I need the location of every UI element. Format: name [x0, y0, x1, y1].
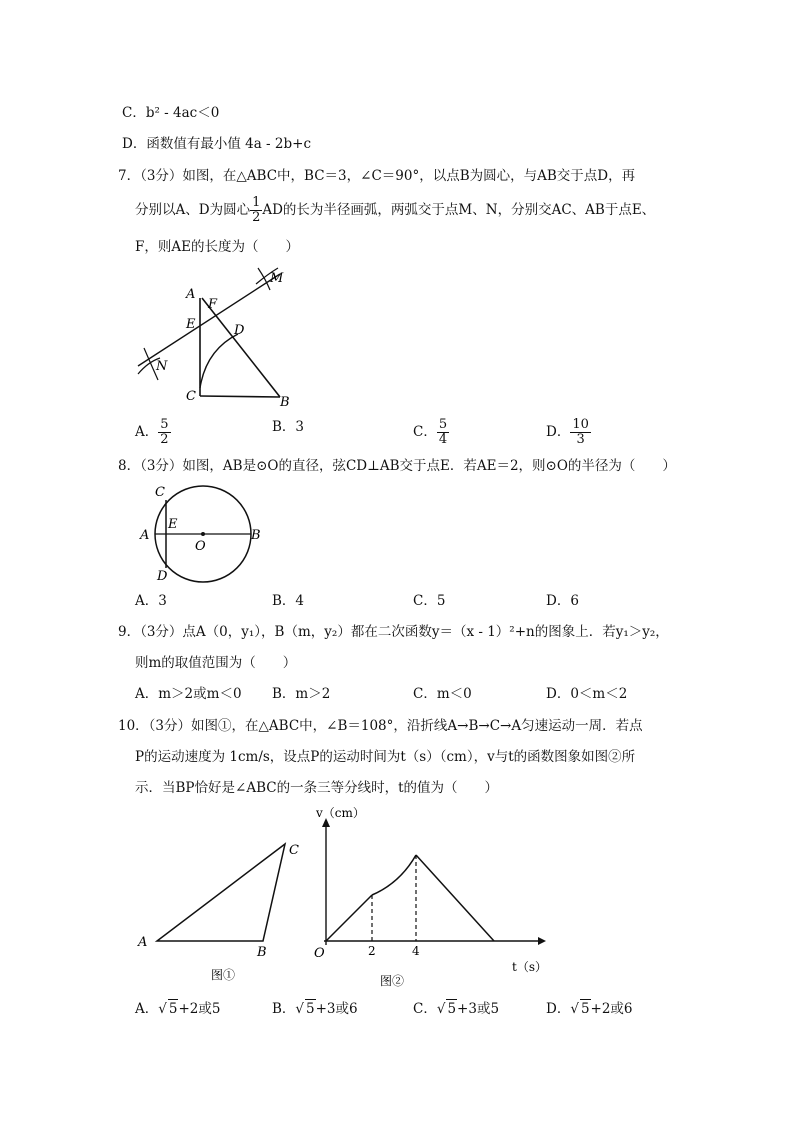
q7-option-d-den: 3	[576, 432, 585, 447]
q8-label-b: B	[251, 528, 261, 543]
q10-triangle	[157, 844, 285, 941]
q10-option-d-prefix: D．	[546, 1001, 571, 1017]
q10-fig1-label-c: C	[289, 843, 299, 858]
q10-fig1-caption: 图①	[211, 968, 236, 982]
q10-option-a-sqrt-sign: √	[158, 1001, 167, 1017]
q7-option-a-fraction	[158, 418, 170, 447]
q7-option-a	[135, 418, 171, 447]
q9-option-d: D．0＜m＜2	[546, 686, 628, 702]
q10-fig2-ylabel: v（cm）	[316, 806, 365, 820]
q7-option-d-fraction	[570, 418, 591, 447]
q7-label-a: A	[186, 287, 196, 302]
q10-stem-line3: 示．当BP恰好是∠ABC的一条三等分线时，t的值为（ ）	[135, 780, 498, 796]
q10-fig1-label-b: B	[257, 945, 267, 960]
q8-option-a: A．3	[135, 593, 167, 609]
q10-option-d	[546, 999, 633, 1018]
q7-option-d-num: 10	[572, 417, 589, 432]
q10-option-d-radicand: 5	[580, 1001, 590, 1017]
q7-option-a-den: 2	[160, 432, 169, 447]
q7-option-c-num: 5	[438, 417, 448, 432]
q10-fig2-caption: 图②	[380, 974, 405, 988]
q8-option-d: D．6	[546, 593, 579, 609]
q10-stem-line1: 10．（3分）如图①，在△ABC中，∠B＝108°，沿折线A→B→C→A匀速运动一周．若点	[118, 718, 643, 734]
q7-arc-d	[200, 334, 238, 388]
q7-option-c-den: 4	[438, 432, 448, 447]
q7-option-a-num: 5	[160, 417, 169, 432]
q10-fig2-origin: O	[314, 946, 325, 961]
q7-stem-line2	[135, 196, 655, 225]
q7-half-den: 2	[252, 210, 261, 225]
q7-label-f: F	[208, 297, 218, 312]
q10-fig2-xlabel: t（s）	[512, 960, 547, 974]
q7-label-b: B	[280, 395, 290, 410]
q8-label-a: A	[140, 528, 150, 543]
q10-option-b	[272, 999, 358, 1018]
q7-half-num: 1	[252, 195, 261, 210]
q7-option-a-prefix: A．	[135, 424, 159, 440]
q10-stem-line2: P的运动速度为 1cm/s，设点P的运动时间为t（s）（cm），v与t的函数图象如图②所	[135, 749, 636, 765]
q10-option-b-sqrt-sign: √	[295, 1001, 305, 1017]
q8-figure	[135, 482, 275, 586]
q8-option-b: B．4	[272, 593, 305, 609]
q6-option-c: C．b² - 4ac＜0	[122, 105, 220, 121]
q8-label-o: O	[195, 539, 206, 554]
q8-stem-line1: 8．（3分）如图，AB是⊙O的直径，弦CD⊥AB交于点E．若AE＝2，则⊙O的半径为（ ）	[118, 458, 676, 474]
q9-option-b: B．m＞2	[272, 686, 331, 702]
q10-option-a-radicand: 5	[168, 1001, 178, 1017]
q10-option-c-sqrt-sign: √	[436, 1001, 446, 1017]
q10-option-a-prefix: A．	[135, 1001, 159, 1017]
q7-option-d	[546, 418, 591, 447]
q7-figure	[130, 262, 300, 412]
q8-option-c: C．5	[413, 593, 446, 609]
q7-label-c: C	[186, 389, 196, 404]
q10-fig2-tick-4: 4	[412, 944, 420, 958]
q7-option-b: B．3	[272, 419, 305, 435]
q7-line-mn	[138, 274, 280, 366]
q7-label-e: E	[186, 317, 196, 332]
q7-stem-line2-b: AD的长为半径画弧，两弧交于点M、N，分别交AC、AB于点E、	[262, 202, 656, 218]
q9-stem-line1: 9．（3分）点A（0，y₁），B（m，y₂）都在二次函数y＝（x - 1）²+n的图象上．若y₁＞y₂，	[118, 624, 669, 640]
q10-option-d-suffix: +2或6	[590, 1001, 633, 1017]
q7-stem-line2-a: 分别以A、D为圆心	[135, 202, 251, 218]
q10-fig2-tick-2: 2	[368, 944, 376, 958]
q7-label-n: N	[156, 359, 168, 374]
q7-stem-line1: 7．（3分）如图，在△ABC中，BC＝3，∠C＝90°，以点B为圆心，与AB交于点D，再	[118, 168, 636, 184]
q10-fig1-label-a: A	[138, 935, 148, 950]
q7-option-c	[413, 418, 449, 447]
q10-graph-seg2	[372, 855, 416, 895]
q9-option-a: A．m＞2或m＜0	[135, 686, 242, 702]
q10-x-axis-arrow	[538, 937, 546, 945]
q10-option-c-suffix: +3或5	[457, 1001, 500, 1017]
q6-option-d: D．函数值有最小值 4a - 2b+c	[122, 136, 311, 152]
q10-option-b-suffix: +3或6	[315, 1001, 358, 1017]
q7-option-c-fraction	[437, 418, 449, 447]
q9-stem-line2: 则m的取值范围为（ ）	[135, 655, 297, 671]
q10-graph-seg1	[326, 895, 372, 941]
q10-option-d-sqrt-sign: √	[570, 1001, 579, 1017]
q8-label-d: D	[157, 569, 168, 584]
q7-label-d: D	[234, 323, 245, 338]
q7-half-fraction	[250, 196, 262, 225]
q8-label-e: E	[168, 517, 178, 532]
q10-figure-2	[300, 805, 550, 995]
q9-option-c: C．m＜0	[413, 686, 472, 702]
q7-label-m: M	[270, 271, 284, 286]
q10-option-c	[413, 999, 499, 1018]
q10-option-c-prefix: C．	[413, 1001, 437, 1017]
q10-option-b-radicand: 5	[306, 1001, 315, 1017]
q10-option-a-suffix: +2或5	[178, 1001, 221, 1017]
q7-option-c-prefix: C．	[413, 424, 437, 440]
q10-option-a	[135, 999, 220, 1018]
q7-side-cb	[200, 396, 280, 397]
q10-graph-seg3	[416, 855, 494, 941]
q10-figure-1	[135, 836, 315, 986]
q7-side-ab	[202, 298, 280, 397]
q7-option-d-prefix: D．	[546, 424, 571, 440]
q8-label-c: C	[155, 485, 165, 500]
q10-option-b-prefix: B．	[272, 1001, 296, 1017]
q7-stem-line3: F，则AE的长度为（ ）	[135, 239, 299, 255]
q10-option-c-radicand: 5	[447, 1001, 457, 1017]
q8-center-dot	[201, 532, 205, 536]
